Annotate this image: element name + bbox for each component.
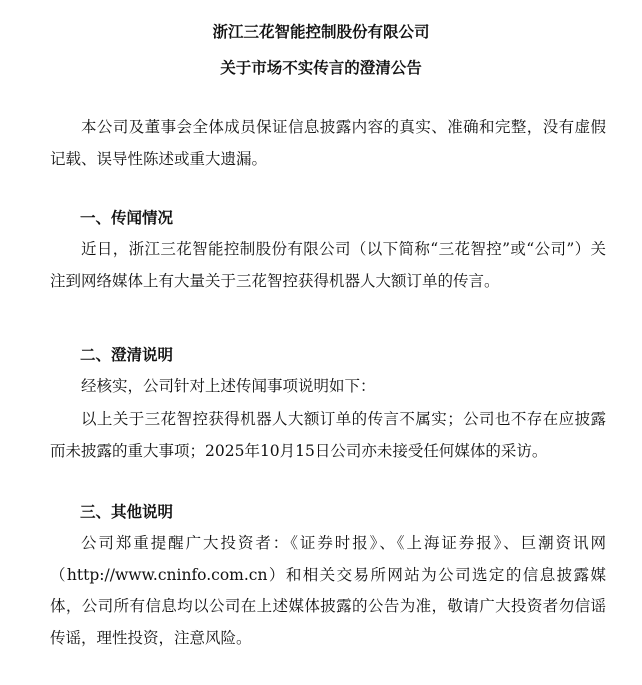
section-heading-other: 三、其他说明 <box>80 502 174 521</box>
company-title: 浙江三花智能控制股份有限公司 <box>212 22 430 41</box>
other-notes-paragraph: 公司郑重提醒广大投资者：《证券时报》、《上海证券报》、巨潮资讯网（http://www.cninfo.com.cn）和相关交易所网站为公司选定的信息披露媒体，公司所有信息均以公司在上述媒体披露的公告为准，敬请广大投资者勿信谣传谣，理性投资，注意风险。 <box>50 534 606 647</box>
announcement-title: 关于市场不实传言的澄清公告 <box>220 58 422 77</box>
section-heading-clarification: 二、澄清说明 <box>80 345 174 364</box>
rumor-paragraph: 近日，浙江三花智能控制股份有限公司（以下简称“三花智控”或“公司”）关注到网络媒体上有大量关于三花智控获得机器人大额订单的传言。 <box>50 240 606 290</box>
clarification-intro-paragraph: 经核实，公司针对上述传闻事项说明如下： <box>81 377 376 395</box>
intro-statement: 本公司及董事会全体成员保证信息披露内容的真实、准确和完整，没有虚假记载、误导性陈述或重大遗漏。 <box>50 118 606 168</box>
section-heading-rumor: 一、传闻情况 <box>80 208 174 227</box>
clarification-detail-paragraph: 以上关于三花智控获得机器人大额订单的传言不属实；公司也不存在应披露而未披露的重大事项；2025年10月15日公司亦未接受任何媒体的采访。 <box>50 410 606 460</box>
